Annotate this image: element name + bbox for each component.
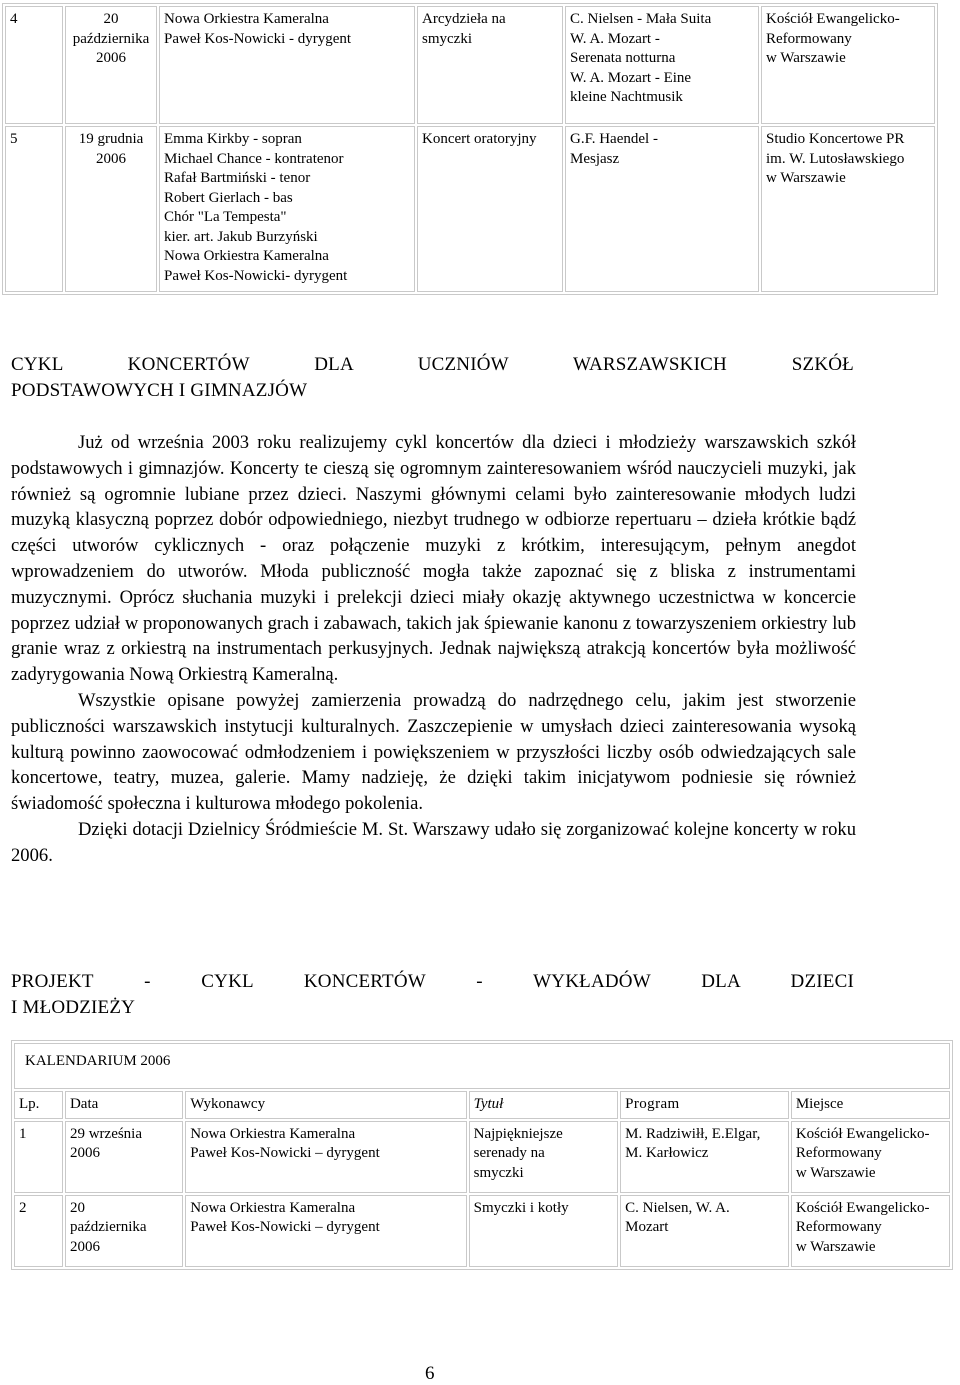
date-cell: 29 września 2006: [65, 1121, 183, 1193]
performers-cell: Nowa Orkiestra Kameralna Paweł Kos-Nowicki – dyrygent: [185, 1195, 466, 1267]
header-date: Data: [65, 1091, 183, 1119]
concert-table-continued: [2, 3, 938, 295]
page-number: 6: [425, 1363, 435, 1384]
table-row: [5, 6, 935, 124]
title-cell: Najpiękniejsze serenady na smyczki: [469, 1121, 619, 1193]
date-cell: 20 października 2006: [65, 1195, 183, 1267]
program-cell: M. Radziwiłł, E.Elgar, M. Karłowicz: [620, 1121, 789, 1193]
calendar-table: [11, 1040, 953, 1270]
place-cell: Kościół Ewangelicko- Reformowany w Warszawie: [791, 1121, 950, 1193]
table-row: [5, 126, 935, 292]
paragraph: Wszystkie opisane powyżej zamierzenia prowadzą do nadrzędnego celu, jakim jest stworzenie publiczności warszawskich instytucji kulturalnych. Zaszczepienie w umysłach dzieci zainteresowania wysoką kulturą powinno zaowocować odmłodzeniem i powiększeniem w przyszłości liczby osób odwiedzających sale koncertowe, teatry, muzea, galerie. Mamy nadzieję, że dzięki takim inicjatywom podniesie się również świadomość społeczna i kulturowa młodego pokolenia.: [11, 689, 856, 815]
row-number: 2: [14, 1195, 63, 1267]
program-cell: C. Nielsen - Mała Suita W. A. Mozart - Serenata notturna W. A. Mozart - Eine kleine Nachtmusik: [565, 6, 759, 124]
row-number: 1: [14, 1121, 63, 1193]
header-lp: Lp.: [14, 1091, 63, 1119]
calendar-caption-row: [14, 1043, 950, 1089]
calendar-caption: KALENDARIUM 2006: [14, 1043, 950, 1089]
title-cell: Smyczki i kotły: [469, 1195, 619, 1267]
header-program: Program: [620, 1091, 789, 1119]
place-cell: Kościół Ewangelicko- Reformowany w Warszawie: [791, 1195, 950, 1267]
paragraph: Już od września 2003 roku realizujemy cykl koncertów dla dzieci i młodzieży warszawskich szkół podstawowych i gimnazjów. Koncerty te cieszą się ogromnym zainteresowaniem wśród nauczycieli muzyki, jak również są ogromnie lubiane przez dzieci. Naszymi głównymi celami było zainteresowanie młodych ludzi muzyką klasyczną poprzez dobór odpowiedniego, niezbyt trudnego w odbiorze repertuaru – dzieła krótkie bądź części utworów cyklicznych - oraz połączenie muzyki z krótkim, interesującym, pełnym anegdot wprowadzeniem do utworów. Młoda publiczność mogła także zapoznać się z bliska z instrumentami muzycznymi. Oprócz słuchania muzyki i prelekcji dzieci miały okazję aktywnego uczestnictwa w koncercie poprzez udział w proponowanych grach i zabawach, takich jak śpiewanie kanonu z towarzyszeniem orkiestry lub granie wraz z orkiestrą na instrumentach perkusyjnych. Jednak największą atrakcją koncertów była możliwość zadyrygowania Nową Orkiestrą Kameralną.: [11, 432, 856, 686]
section-heading-project: PROJEKT - CYKL KONCERTÓW - WYKŁADÓW DLA DZIECI I MŁODZIEŻY: [11, 971, 854, 1018]
table-row: [14, 1195, 950, 1267]
place-cell: Studio Koncertowe PR im. W. Lutosławskiego w Warszawie: [761, 126, 935, 292]
date-cell: 19 grudnia 2006: [65, 126, 157, 292]
place-cell: Kościół Ewangelicko- Reformowany w Warszawie: [761, 6, 935, 124]
header-performers: Wykonawcy: [185, 1091, 466, 1119]
performers-cell: Nowa Orkiestra Kameralna Paweł Kos-Nowicki - dyrygent: [159, 6, 415, 124]
table-row: [14, 1121, 950, 1193]
section-heading-school-cycle: CYKL KONCERTÓW DLA UCZNIÓW WARSZAWSKICH SZKÓŁ PODSTAWOWYCH I GIMNAZJÓW: [11, 354, 854, 401]
header-place: Miejsce: [791, 1091, 950, 1119]
table-header-row: [14, 1091, 950, 1119]
title-cell: Koncert oratoryjny: [417, 126, 563, 292]
paragraph: Dzięki dotacji Dzielnicy Śródmieście M. St. Warszawy udało się zorganizować kolejne koncerty w roku 2006.: [11, 818, 856, 866]
row-number: 4: [5, 6, 63, 124]
title-cell: Arcydzieła na smyczki: [417, 6, 563, 124]
performers-cell: Nowa Orkiestra Kameralna Paweł Kos-Nowicki – dyrygent: [185, 1121, 466, 1193]
performers-cell: Emma Kirkby - sopran Michael Chance - kontratenor Rafał Bartmiński - tenor Robert Gierlach - bas Chór "La Tempesta" kier. art. Jakub Burzyński Nowa Orkiestra Kameralna Paweł Kos-Nowicki- dyrygent: [159, 126, 415, 292]
date-cell: 20 października 2006: [65, 6, 157, 124]
header-title: Tytuł: [469, 1091, 619, 1119]
program-cell: C. Nielsen, W. A. Mozart: [620, 1195, 789, 1267]
body-text: [11, 430, 856, 869]
row-number: 5: [5, 126, 63, 292]
program-cell: G.F. Haendel - Mesjasz: [565, 126, 759, 292]
